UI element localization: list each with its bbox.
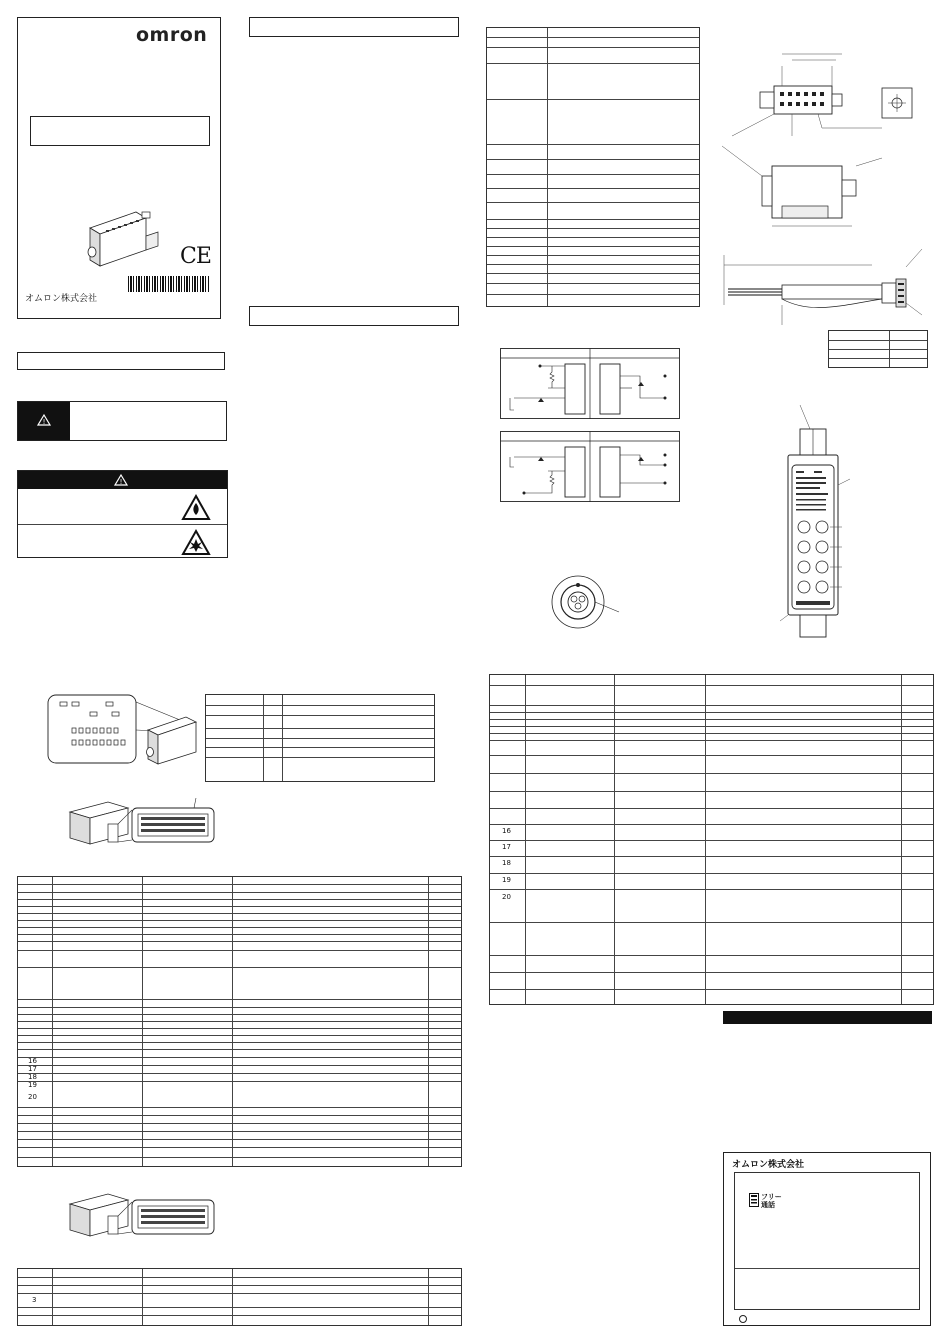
table-row-num-18: 18 [28, 1073, 37, 1081]
free-dial-label-1: フリー [761, 1193, 782, 1201]
company-name: オムロン株式会社 [25, 294, 98, 304]
circuit-diagram-pnp [500, 431, 680, 503]
cover-panel [17, 17, 221, 319]
caution-label-block [18, 402, 70, 440]
warning-triangle-icon [37, 414, 51, 426]
unit-front-diagram [46, 690, 206, 772]
pin-table-right [489, 674, 934, 1005]
cable-table [828, 330, 928, 368]
explosion-hazard-icon [182, 530, 210, 555]
omron-logo: omron [136, 24, 208, 46]
table-row-num-20: 20 [28, 1093, 37, 1101]
circular-connector-diagram [545, 572, 625, 634]
connector-diagram-bottom [68, 1190, 218, 1245]
barcode [128, 276, 210, 292]
cover-title-box [30, 116, 210, 146]
table-row-num-18: 18 [502, 859, 511, 867]
table-row-num-19: 19 [502, 876, 511, 884]
contact-box [723, 1152, 931, 1326]
product-illustration [84, 206, 174, 276]
table-row-num-20: 20 [502, 893, 511, 901]
unit-panel-drawing [770, 405, 860, 645]
warning-header [18, 471, 227, 489]
caution-box [17, 401, 227, 441]
spec-table [486, 27, 700, 307]
circuit-diagram-npn [500, 348, 680, 420]
fire-hazard-icon [182, 495, 210, 520]
dimension-drawing-cable [722, 245, 932, 340]
pin-table-left [17, 876, 462, 1167]
table-row-num-17: 17 [28, 1065, 37, 1073]
contact-inner-box [734, 1172, 920, 1310]
led-table [205, 694, 435, 782]
warning-triangle-icon [114, 474, 128, 486]
section-heading-bar [723, 1011, 932, 1024]
dimension-drawing-front [722, 46, 922, 231]
free-dial-label-2: 通話 [761, 1201, 775, 1209]
table-row-num-17: 17 [502, 843, 511, 851]
svg-text:!: ! [119, 478, 123, 486]
ce-mark: CE [180, 244, 211, 269]
section-heading-box [249, 306, 459, 326]
table-row-num-19: 19 [28, 1081, 37, 1089]
warning-box [17, 470, 228, 558]
section-heading-box [249, 17, 459, 37]
section-heading-box [17, 352, 225, 370]
free-dial-phone-icon [749, 1193, 759, 1207]
table-row-num-3: 3 [32, 1296, 37, 1304]
recycle-circle-icon [739, 1315, 747, 1323]
contact-company-name: オムロン株式会社 [732, 1160, 805, 1170]
table-row-num-16: 16 [502, 827, 511, 835]
table-row-num-16: 16 [28, 1057, 37, 1065]
svg-text:!: ! [42, 418, 46, 426]
connector-diagram-top [68, 798, 218, 853]
pin-table-left-small [17, 1268, 462, 1326]
